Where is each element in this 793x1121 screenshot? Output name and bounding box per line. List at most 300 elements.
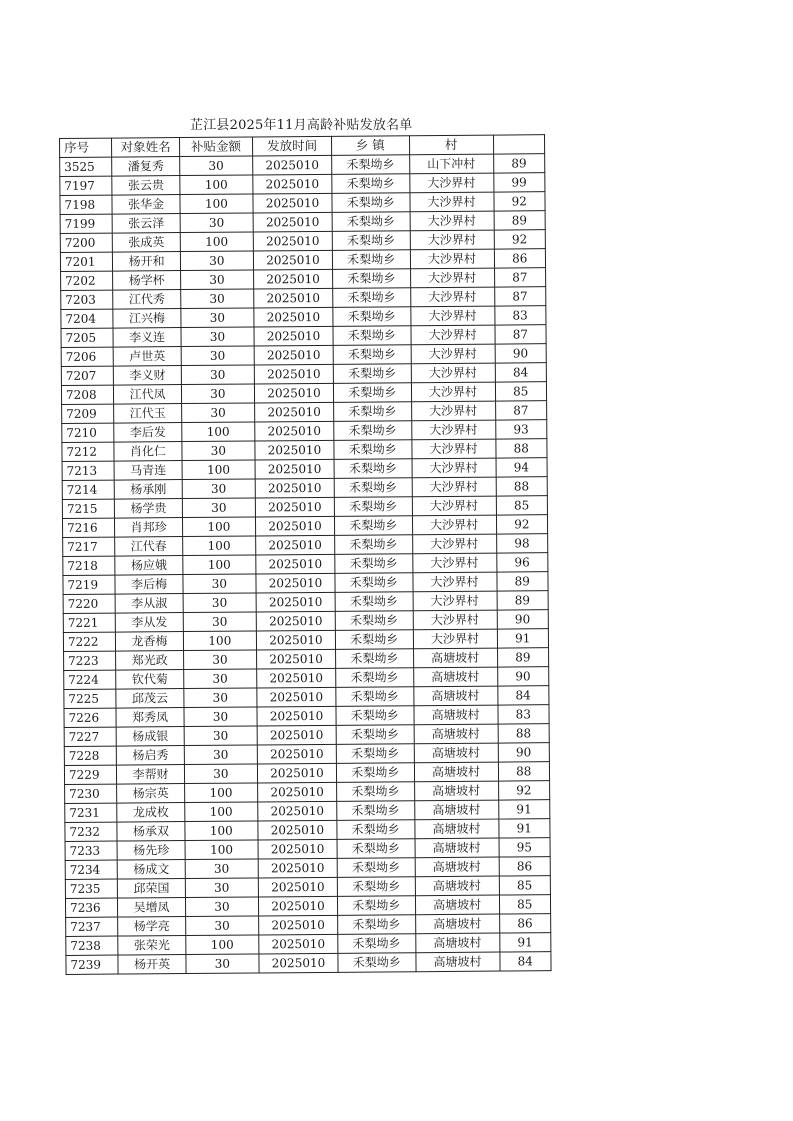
- recipient-name-cell: 龙成枚: [117, 803, 184, 823]
- payment-date-cell: 2025010: [254, 345, 333, 365]
- township-cell: 禾梨坳乡: [337, 877, 415, 897]
- age-cell: 93: [495, 420, 547, 439]
- village-cell: 大沙界村: [411, 344, 495, 364]
- township-cell: 禾梨坳乡: [337, 839, 415, 859]
- subsidy-amount-cell: 30: [185, 859, 259, 879]
- serial-number-cell: 7207: [61, 366, 114, 385]
- serial-number-cell: 7199: [60, 214, 113, 233]
- age-cell: 89: [494, 211, 546, 230]
- village-cell: 高塘坡村: [413, 686, 497, 706]
- table-row: [66, 952, 551, 975]
- subsidy-amount-cell: 30: [180, 308, 254, 328]
- age-cell: 85: [499, 895, 551, 914]
- recipient-name-cell: 江代玉: [114, 404, 181, 424]
- serial-number-cell: 7228: [64, 746, 117, 765]
- age-cell: 83: [494, 306, 546, 325]
- payment-date-cell: 2025010: [258, 877, 337, 897]
- payment-date-cell: 2025010: [254, 269, 333, 289]
- age-cell: 92: [498, 781, 550, 800]
- subsidy-amount-cell: 30: [183, 593, 257, 613]
- payment-date-cell: 2025010: [257, 649, 336, 669]
- township-cell: 禾梨坳乡: [335, 630, 413, 650]
- subsidy-amount-cell: 100: [182, 517, 256, 537]
- serial-number-cell: 7219: [63, 575, 116, 594]
- recipient-name-cell: 邱荣国: [118, 879, 185, 899]
- subsidy-amount-cell: 100: [182, 460, 256, 480]
- serial-number-cell: 7224: [64, 670, 117, 689]
- serial-number-cell: 7213: [62, 461, 115, 480]
- recipient-name-cell: 江兴梅: [113, 309, 180, 329]
- payment-date-cell: 2025010: [258, 801, 337, 821]
- village-cell: 大沙界村: [412, 477, 496, 497]
- recipient-name-cell: 潘复秀: [112, 157, 179, 177]
- payment-date-cell: 2025010: [256, 516, 335, 536]
- township-cell: 禾梨坳乡: [334, 516, 412, 536]
- age-cell: 87: [495, 401, 547, 420]
- subsidy-amount-cell: 30: [180, 289, 254, 309]
- serial-number-cell: 7214: [62, 480, 115, 499]
- subsidy-amount-cell: 30: [183, 574, 257, 594]
- subsidy-roster-table: [59, 134, 552, 975]
- payment-date-cell: 2025010: [255, 421, 334, 441]
- recipient-name-cell: 肖邦珍: [115, 518, 182, 538]
- township-cell: 禾梨坳乡: [338, 953, 416, 973]
- serial-number-cell: 7210: [62, 423, 115, 442]
- payment-date-cell: 2025010: [259, 896, 338, 916]
- age-cell: 96: [496, 553, 548, 572]
- subsidy-amount-cell: 30: [181, 327, 255, 347]
- village-cell: 高塘坡村: [414, 705, 498, 725]
- subsidy-amount-cell: 30: [179, 156, 253, 176]
- subsidy-amount-cell: 30: [181, 384, 255, 404]
- village-cell: 高塘坡村: [415, 876, 499, 896]
- subsidy-amount-cell: 100: [180, 194, 254, 214]
- age-cell: 91: [497, 629, 549, 648]
- township-cell: 禾梨坳乡: [332, 231, 410, 251]
- payment-date-cell: 2025010: [258, 763, 337, 783]
- serial-number-cell: 7236: [65, 898, 118, 917]
- recipient-name-cell: 张云贵: [112, 176, 179, 196]
- payment-date-cell: 2025010: [255, 383, 334, 403]
- village-cell: 大沙界村: [411, 363, 495, 383]
- township-cell: 禾梨坳乡: [332, 250, 410, 270]
- header-age: [493, 135, 545, 154]
- township-cell: 禾梨坳乡: [332, 193, 410, 213]
- payment-date-cell: 2025010: [257, 706, 336, 726]
- age-cell: 87: [494, 287, 546, 306]
- village-cell: 高塘坡村: [414, 819, 498, 839]
- village-cell: 大沙界村: [412, 572, 496, 592]
- document-title: 芷江县2025年11月高龄补贴发放名单: [190, 118, 413, 133]
- payment-date-cell: 2025010: [259, 934, 338, 954]
- age-cell: 90: [497, 667, 549, 686]
- township-cell: 禾梨坳乡: [335, 554, 413, 574]
- subsidy-amount-cell: 100: [180, 232, 254, 252]
- township-cell: 禾梨坳乡: [332, 212, 410, 232]
- serial-number-cell: 7204: [61, 309, 114, 328]
- serial-number-cell: 7217: [63, 537, 116, 556]
- recipient-name-cell: 杨学贵: [115, 499, 182, 519]
- village-cell: 高塘坡村: [413, 648, 497, 668]
- age-cell: 87: [494, 268, 546, 287]
- age-cell: 86: [499, 857, 551, 876]
- payment-date-cell: 2025010: [253, 174, 332, 194]
- recipient-name-cell: 李义财: [114, 366, 181, 386]
- subsidy-amount-cell: 30: [184, 745, 258, 765]
- recipient-name-cell: 李后发: [114, 423, 181, 443]
- recipient-name-cell: 杨学杯: [113, 271, 180, 291]
- subsidy-amount-cell: 100: [185, 840, 259, 860]
- recipient-name-cell: 张华金: [112, 195, 179, 215]
- village-cell: 大沙界村: [412, 458, 496, 478]
- payment-date-cell: 2025010: [255, 402, 334, 422]
- age-cell: 86: [499, 914, 551, 933]
- serial-number-cell: 7229: [64, 765, 117, 784]
- recipient-name-cell: 郑秀凤: [116, 708, 183, 728]
- serial-number-cell: 7201: [60, 252, 113, 271]
- village-cell: 大沙界村: [413, 629, 497, 649]
- serial-number-cell: 7205: [61, 328, 114, 347]
- township-cell: 禾梨坳乡: [333, 402, 411, 422]
- age-cell: 88: [495, 439, 547, 458]
- village-cell: 大沙界村: [410, 287, 494, 307]
- age-cell: 87: [494, 325, 546, 344]
- township-cell: 禾梨坳乡: [336, 706, 414, 726]
- village-cell: 大沙界村: [411, 420, 495, 440]
- payment-date-cell: 2025010: [256, 592, 335, 612]
- village-cell: 大沙界村: [410, 306, 494, 326]
- township-cell: 禾梨坳乡: [334, 459, 412, 479]
- age-cell: 99: [493, 173, 545, 192]
- township-cell: 禾梨坳乡: [335, 611, 413, 631]
- village-cell: 高塘坡村: [415, 895, 499, 915]
- header-payment-date: 发放时间: [253, 136, 332, 156]
- age-cell: 84: [495, 363, 547, 382]
- township-cell: 禾梨坳乡: [332, 174, 410, 194]
- township-cell: 禾梨坳乡: [332, 269, 410, 289]
- township-cell: 禾梨坳乡: [336, 687, 414, 707]
- serial-number-cell: 7212: [62, 442, 115, 461]
- age-cell: 89: [497, 591, 549, 610]
- subsidy-amount-cell: 100: [184, 802, 258, 822]
- subsidy-amount-cell: 30: [182, 441, 256, 461]
- township-cell: 禾梨坳乡: [332, 155, 410, 175]
- subsidy-amount-cell: 100: [184, 783, 258, 803]
- age-cell: 92: [496, 515, 548, 534]
- village-cell: 山下冲村: [409, 154, 493, 174]
- recipient-name-cell: 杨承刚: [115, 480, 182, 500]
- serial-number-cell: 7234: [65, 860, 118, 879]
- serial-number-cell: 7225: [64, 689, 117, 708]
- serial-number-cell: 7231: [65, 803, 118, 822]
- village-cell: 大沙界村: [412, 515, 496, 535]
- village-cell: 高塘坡村: [414, 724, 498, 744]
- township-cell: 禾梨坳乡: [333, 288, 411, 308]
- subsidy-amount-cell: 100: [179, 175, 253, 195]
- township-cell: 禾梨坳乡: [335, 592, 413, 612]
- subsidy-amount-cell: 30: [181, 403, 255, 423]
- township-cell: 禾梨坳乡: [336, 763, 414, 783]
- payment-date-cell: 2025010: [254, 326, 333, 346]
- serial-number-cell: 7220: [63, 594, 116, 613]
- recipient-name-cell: 李义连: [113, 328, 180, 348]
- township-cell: 禾梨坳乡: [333, 307, 411, 327]
- serial-number-cell: 7222: [63, 632, 116, 651]
- village-cell: 大沙界村: [410, 268, 494, 288]
- age-cell: 92: [494, 230, 546, 249]
- township-cell: 禾梨坳乡: [337, 801, 415, 821]
- township-cell: 禾梨坳乡: [333, 364, 411, 384]
- subsidy-amount-cell: 30: [183, 669, 257, 689]
- township-cell: 禾梨坳乡: [336, 744, 414, 764]
- header-township: 乡 镇: [331, 136, 409, 156]
- township-cell: 禾梨坳乡: [337, 915, 415, 935]
- serial-number-cell: 7237: [66, 917, 119, 936]
- township-cell: 禾梨坳乡: [336, 668, 414, 688]
- recipient-name-cell: 李后梅: [115, 575, 182, 595]
- payment-date-cell: 2025010: [254, 250, 333, 270]
- recipient-name-cell: 江代春: [115, 537, 182, 557]
- village-cell: 高塘坡村: [413, 667, 497, 687]
- payment-date-cell: 2025010: [257, 744, 336, 764]
- recipient-name-cell: 龙香梅: [116, 632, 183, 652]
- header-subsidy-amount: 补贴金额: [179, 137, 253, 157]
- age-cell: 88: [496, 477, 548, 496]
- age-cell: 89: [497, 648, 549, 667]
- serial-number-cell: 7202: [61, 271, 114, 290]
- serial-number-cell: 7227: [64, 727, 117, 746]
- subsidy-amount-cell: 100: [185, 821, 259, 841]
- recipient-name-cell: 吴增凤: [118, 898, 185, 918]
- age-cell: 85: [495, 382, 547, 401]
- serial-number-cell: 7203: [61, 290, 114, 309]
- serial-number-cell: 7209: [62, 404, 115, 423]
- recipient-name-cell: 马青连: [115, 461, 182, 481]
- subsidy-amount-cell: 30: [182, 498, 256, 518]
- township-cell: 禾梨坳乡: [335, 573, 413, 593]
- village-cell: 大沙界村: [412, 553, 496, 573]
- recipient-name-cell: 卢世英: [114, 347, 181, 367]
- subsidy-amount-cell: 100: [185, 935, 259, 955]
- township-cell: 禾梨坳乡: [334, 421, 412, 441]
- recipient-name-cell: 肖化仁: [114, 442, 181, 462]
- subsidy-amount-cell: 30: [183, 650, 257, 670]
- recipient-name-cell: 杨应娥: [115, 556, 182, 576]
- subsidy-amount-cell: 30: [185, 916, 259, 936]
- township-cell: 禾梨坳乡: [334, 440, 412, 460]
- township-cell: 禾梨坳乡: [336, 782, 414, 802]
- age-cell: 83: [497, 705, 549, 724]
- serial-number-cell: 7197: [60, 176, 113, 195]
- age-cell: 91: [499, 933, 551, 952]
- payment-date-cell: 2025010: [258, 820, 337, 840]
- payment-date-cell: 2025010: [259, 915, 338, 935]
- recipient-name-cell: 张成英: [113, 233, 180, 253]
- recipient-name-cell: 李从发: [116, 613, 183, 633]
- serial-number-cell: 7226: [64, 708, 117, 727]
- age-cell: 86: [494, 249, 546, 268]
- village-cell: 大沙界村: [413, 591, 497, 611]
- age-cell: 85: [496, 496, 548, 515]
- subsidy-amount-cell: 100: [183, 631, 257, 651]
- subsidy-amount-cell: 30: [181, 365, 255, 385]
- township-cell: 禾梨坳乡: [333, 326, 411, 346]
- payment-date-cell: 2025010: [256, 535, 335, 555]
- age-cell: 89: [493, 154, 545, 173]
- serial-number-cell: 7233: [65, 841, 118, 860]
- age-cell: 94: [496, 458, 548, 477]
- payment-date-cell: 2025010: [253, 212, 332, 232]
- serial-number-cell: 7232: [65, 822, 118, 841]
- recipient-name-cell: 杨开和: [113, 252, 180, 272]
- serial-number-cell: 7239: [66, 955, 119, 974]
- village-cell: 大沙界村: [410, 211, 494, 231]
- village-cell: 大沙界村: [413, 610, 497, 630]
- subsidy-amount-cell: 30: [183, 612, 257, 632]
- township-cell: 禾梨坳乡: [337, 858, 415, 878]
- payment-date-cell: 2025010: [259, 953, 338, 973]
- township-cell: 禾梨坳乡: [334, 535, 412, 555]
- header-serial-number: 序号: [60, 138, 113, 157]
- recipient-name-cell: 郑光政: [116, 651, 183, 671]
- age-cell: 92: [493, 192, 545, 211]
- village-cell: 高塘坡村: [415, 952, 499, 972]
- village-cell: 高塘坡村: [414, 781, 498, 801]
- payment-date-cell: 2025010: [254, 364, 333, 384]
- payment-date-cell: 2025010: [253, 231, 332, 251]
- subsidy-amount-cell: 100: [182, 555, 256, 575]
- header-recipient-name: 对象姓名: [112, 138, 179, 158]
- recipient-name-cell: 杨启秀: [117, 746, 184, 766]
- recipient-name-cell: 钦代菊: [116, 670, 183, 690]
- age-cell: 85: [499, 876, 551, 895]
- recipient-name-cell: 杨开英: [118, 955, 185, 975]
- age-cell: 90: [495, 344, 547, 363]
- village-cell: 大沙界村: [412, 496, 496, 516]
- serial-number-cell: 7198: [60, 195, 113, 214]
- payment-date-cell: 2025010: [255, 440, 334, 460]
- village-cell: 大沙界村: [412, 534, 496, 554]
- age-cell: 84: [499, 952, 551, 971]
- subsidy-amount-cell: 30: [180, 251, 254, 271]
- village-cell: 高塘坡村: [414, 762, 498, 782]
- subsidy-amount-cell: 30: [182, 479, 256, 499]
- subsidy-amount-cell: 30: [184, 726, 258, 746]
- serial-number-cell: 7200: [60, 233, 113, 252]
- serial-number-cell: 7238: [66, 936, 119, 955]
- header-village: 村: [409, 135, 493, 155]
- village-cell: 大沙界村: [409, 192, 493, 212]
- village-cell: 大沙界村: [411, 382, 495, 402]
- serial-number-cell: 7223: [64, 651, 117, 670]
- village-cell: 高塘坡村: [415, 933, 499, 953]
- serial-number-cell: 7216: [62, 518, 115, 537]
- age-cell: 89: [496, 572, 548, 591]
- recipient-name-cell: 李帮财: [117, 765, 184, 785]
- payment-date-cell: 2025010: [258, 782, 337, 802]
- recipient-name-cell: 张云泽: [113, 214, 180, 234]
- recipient-name-cell: 邱茂云: [116, 689, 183, 709]
- township-cell: 禾梨坳乡: [335, 649, 413, 669]
- serial-number-cell: 7215: [62, 499, 115, 518]
- subsidy-amount-cell: 30: [186, 954, 260, 974]
- payment-date-cell: 2025010: [255, 497, 334, 517]
- table-body: [60, 154, 551, 975]
- village-cell: 大沙界村: [411, 325, 495, 345]
- recipient-name-cell: 杨先珍: [118, 841, 185, 861]
- serial-number-cell: 7206: [61, 347, 114, 366]
- subsidy-amount-cell: 30: [181, 346, 255, 366]
- recipient-name-cell: 江代凤: [114, 385, 181, 405]
- age-cell: 98: [496, 534, 548, 553]
- township-cell: 禾梨坳乡: [337, 820, 415, 840]
- age-cell: 90: [497, 610, 549, 629]
- subsidy-amount-cell: 30: [180, 270, 254, 290]
- roster-sheet: [59, 134, 552, 975]
- serial-number-cell: 3525: [60, 157, 113, 176]
- subsidy-amount-cell: 30: [184, 764, 258, 784]
- age-cell: 91: [498, 800, 550, 819]
- recipient-name-cell: 江代秀: [113, 290, 180, 310]
- township-cell: 禾梨坳乡: [333, 345, 411, 365]
- payment-date-cell: 2025010: [253, 155, 332, 175]
- village-cell: 大沙界村: [410, 249, 494, 269]
- serial-number-cell: 7218: [63, 556, 116, 575]
- township-cell: 禾梨坳乡: [334, 478, 412, 498]
- payment-date-cell: 2025010: [257, 630, 336, 650]
- subsidy-amount-cell: 30: [185, 897, 259, 917]
- township-cell: 禾梨坳乡: [336, 725, 414, 745]
- payment-date-cell: 2025010: [258, 839, 337, 859]
- subsidy-amount-cell: 100: [182, 536, 256, 556]
- subsidy-amount-cell: 30: [185, 878, 259, 898]
- payment-date-cell: 2025010: [257, 668, 336, 688]
- recipient-name-cell: 杨成银: [117, 727, 184, 747]
- village-cell: 高塘坡村: [415, 838, 499, 858]
- serial-number-cell: 7221: [63, 613, 116, 632]
- village-cell: 大沙界村: [411, 401, 495, 421]
- payment-date-cell: 2025010: [257, 725, 336, 745]
- age-cell: 88: [498, 762, 550, 781]
- village-cell: 高塘坡村: [415, 857, 499, 877]
- payment-date-cell: 2025010: [256, 611, 335, 631]
- subsidy-amount-cell: 30: [184, 707, 258, 727]
- village-cell: 高塘坡村: [414, 800, 498, 820]
- recipient-name-cell: 杨承双: [117, 822, 184, 842]
- township-cell: 禾梨坳乡: [334, 497, 412, 517]
- recipient-name-cell: 李从淑: [116, 594, 183, 614]
- payment-date-cell: 2025010: [255, 478, 334, 498]
- township-cell: 禾梨坳乡: [338, 934, 416, 954]
- serial-number-cell: 7208: [61, 385, 114, 404]
- serial-number-cell: 7230: [65, 784, 118, 803]
- recipient-name-cell: 杨宗英: [117, 784, 184, 804]
- subsidy-amount-cell: 30: [183, 688, 257, 708]
- payment-date-cell: 2025010: [256, 573, 335, 593]
- payment-date-cell: 2025010: [253, 193, 332, 213]
- age-cell: 91: [498, 819, 550, 838]
- subsidy-amount-cell: 30: [180, 213, 254, 233]
- township-cell: 禾梨坳乡: [337, 896, 415, 916]
- age-cell: 90: [498, 743, 550, 762]
- recipient-name-cell: 张荣光: [118, 936, 185, 956]
- payment-date-cell: 2025010: [258, 858, 337, 878]
- payment-date-cell: 2025010: [254, 307, 333, 327]
- age-cell: 95: [499, 838, 551, 857]
- subsidy-amount-cell: 100: [181, 422, 255, 442]
- payment-date-cell: 2025010: [257, 687, 336, 707]
- village-cell: 大沙界村: [411, 439, 495, 459]
